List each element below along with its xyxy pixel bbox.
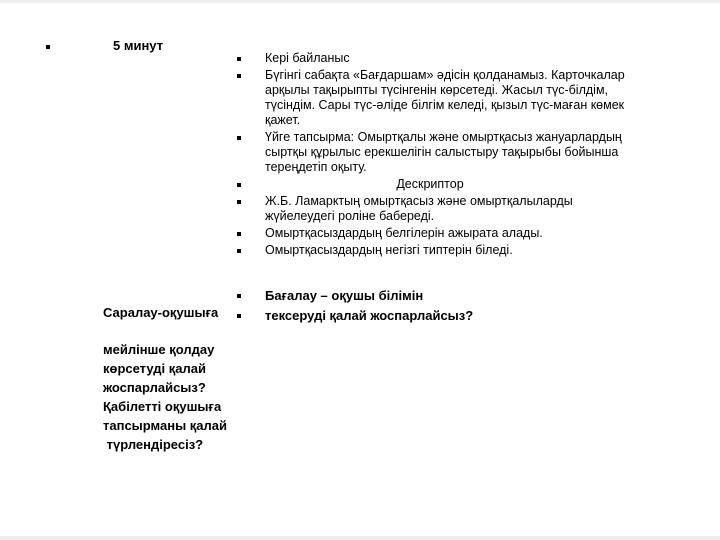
slide-edge-bottom — [0, 536, 720, 540]
list-item-text: Бүгінгі сабақта «Бағдаршам» әдісін қолданамыз. Карточкалар арқылы тақырыпты түсінгенін көрсетеді. Жасыл түс-білдім, түсіндім. Сары түс-әліде білгім келеді, қызыл түс-маған көмек қажет. — [265, 68, 625, 127]
list-item-text: тексеруді қалай жоспарлайсыз? — [265, 308, 474, 323]
list-item-text: Омыртқасыздардың негізгі типтерін біледі. — [265, 243, 513, 257]
square-bullet-icon — [46, 45, 50, 49]
list-item-text: Омыртқасыздардың белгілерін ажырата алады. — [265, 226, 543, 240]
duration-label: 5 минут — [113, 38, 164, 53]
differentiation-title: Саралау-оқушыға — [103, 305, 219, 320]
differentiation-block — [103, 303, 263, 454]
square-bullet-icon — [237, 200, 241, 204]
square-bullet-icon — [237, 136, 241, 140]
differentiation-line: көрсетуді қалай — [103, 361, 206, 376]
list-item-text: Үйге тапсырма: Омыртқалы және омыртқасыз жануарлардың сыртқы құрылыс ерекшелігін салыстыру тақырыбы бойынша тереңдетіп оқыту. — [265, 130, 622, 174]
differentiation-line: Қабілетті оқушыға — [103, 399, 222, 414]
assessment-list — [237, 287, 537, 327]
list-item — [237, 307, 537, 325]
list-item — [237, 287, 537, 305]
list-item-text: Кері байланыс — [265, 51, 350, 65]
square-bullet-icon — [237, 57, 241, 61]
differentiation-line: тапсырманы қалай — [103, 418, 228, 433]
square-bullet-icon — [237, 183, 241, 187]
list-item — [237, 194, 677, 224]
square-bullet-icon — [237, 74, 241, 78]
square-bullet-icon — [237, 294, 241, 298]
differentiation-line: түрлендіресіз? — [103, 437, 204, 452]
list-item — [237, 130, 677, 175]
list-item — [237, 226, 677, 241]
feedback-list — [237, 51, 677, 260]
slide-edge-top — [0, 0, 720, 3]
list-item-text: Ж.Б. Ламарктың омыртқасыз және омыртқалыларды жүйелеудегі роліне бабереді. — [265, 194, 573, 223]
differentiation-line: мейлінше қолдау — [103, 342, 215, 357]
list-item — [237, 243, 677, 258]
list-item — [237, 51, 677, 66]
list-item-text: Дескриптор — [396, 177, 464, 191]
square-bullet-icon — [237, 232, 241, 236]
list-item-text: Бағалау – оқушы білімін — [265, 288, 424, 303]
list-item — [237, 177, 677, 192]
differentiation-line: жоспарлайсыз? — [103, 380, 206, 395]
list-item — [237, 68, 677, 128]
square-bullet-icon — [237, 249, 241, 253]
differentiation-text — [103, 340, 263, 454]
